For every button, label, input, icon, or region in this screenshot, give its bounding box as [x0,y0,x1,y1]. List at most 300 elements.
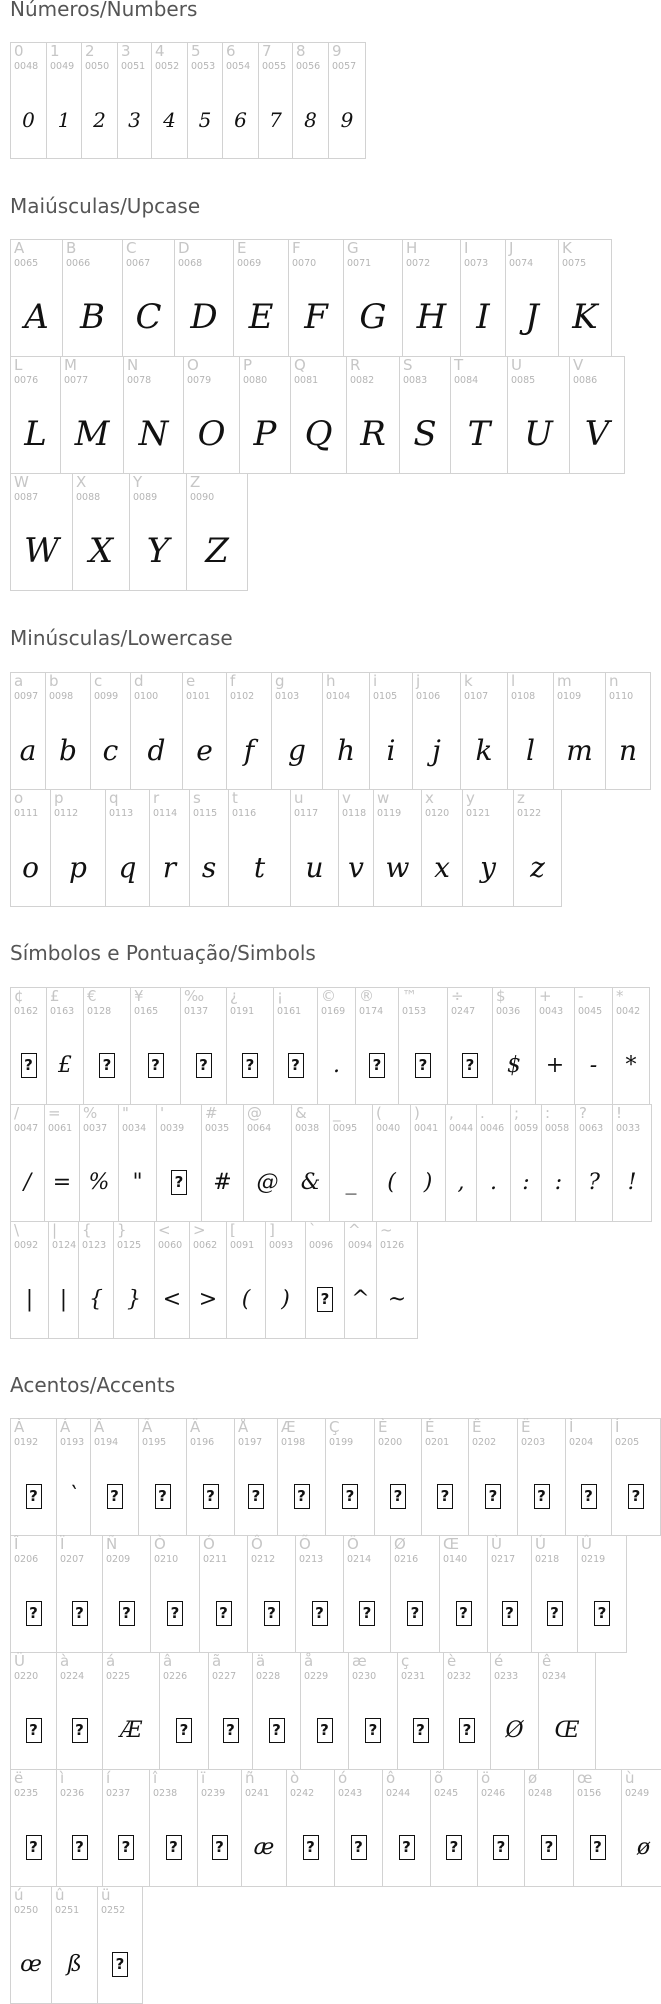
glyph-char-label: Ü [14,1652,25,1670]
glyph-char-label: o [14,789,24,807]
glyph-char-label: L [14,356,23,374]
glyph-code-label: 0120 [425,808,450,819]
missing-glyph-icon [306,1264,344,1334]
glyph-char-label: m [557,672,572,690]
glyph-cell-0071 [343,239,403,357]
glyph-cell-0064 [243,1104,292,1222]
glyph-sample: 6 [234,107,247,132]
glyph-code-label: 0252 [101,1905,126,1916]
glyph-char-label: j [416,672,421,690]
glyph-cell-0091 [226,1221,266,1339]
glyph-char-label: Ó [203,1535,215,1553]
glyph-char-label: Z [190,473,201,491]
glyph-cell-0045 [574,987,613,1105]
glyph-char-label: ] [269,1221,275,1239]
glyph-code-label: 0080 [243,375,268,386]
glyph-cell-0041 [410,1104,446,1222]
glyph-sample: F [304,297,328,337]
glyph-cell-0083 [399,356,451,474]
glyph-code-label: 0116 [232,808,257,819]
glyph-sample: z [530,850,545,884]
replacement-box-icon [581,1484,597,1509]
glyph-cell-0235 [10,1769,57,1887]
glyph-code-label: 0210 [154,1554,179,1565]
glyph-code-label: 0046 [480,1123,505,1134]
glyph-cell-0218 [531,1535,578,1653]
glyph-code-label: 0039 [160,1123,185,1134]
glyph-code-label: 0246 [481,1788,506,1799]
glyph-cell-0219 [577,1535,627,1653]
glyph-char-label: á [106,1652,116,1670]
glyph-code-label: 0192 [14,1437,39,1448]
glyph-code-label: 0242 [290,1788,315,1799]
glyph-cell-0057 [328,42,366,159]
glyph-sample: e [196,733,213,767]
missing-glyph-icon [103,1578,150,1648]
glyph-char-label: N [127,356,139,374]
glyph-char-label: J [509,239,514,257]
missing-glyph-icon [398,1695,443,1765]
glyph-char-label: Ê [472,1418,482,1436]
glyph-code-label: 0048 [14,61,39,72]
glyph-code-label: 0226 [163,1671,188,1682]
glyph-char-label: M [64,356,77,374]
glyph-cell-0199 [325,1418,375,1536]
glyph-code-label: 0115 [193,808,218,819]
glyph-sample: < [162,1286,182,1312]
glyph-cell-0093 [265,1221,306,1339]
glyph-sample: } [127,1286,141,1312]
glyph-sample: ß [67,1951,82,1977]
glyph-char-label: W [14,473,29,491]
missing-glyph-icon [448,1030,492,1100]
glyph-sample: M [74,414,110,454]
glyph-char-label: Ù [491,1535,502,1553]
glyph-sample: 4 [163,107,176,132]
glyph-char-label: P [243,356,253,374]
glyph-char-label: t [232,789,238,807]
glyph-code-label: 0113 [109,808,134,819]
glyph-char-label: î [153,1769,158,1787]
glyph-code-label: 0225 [106,1671,131,1682]
glyph-cell-0106 [412,672,461,790]
glyph-sample: . [490,1169,497,1195]
missing-glyph-icon [274,1030,317,1100]
glyph-cell-0121 [462,789,514,907]
glyph-cell-0040 [372,1104,411,1222]
glyph-sample: æ [253,1834,275,1860]
glyph-code-label: 0044 [449,1123,474,1134]
glyph-cell-0165 [130,987,181,1105]
glyph-code-label: 0211 [203,1554,228,1565]
glyph-code-label: 0163 [50,1006,75,1017]
glyph-cell-0245 [430,1769,478,1887]
replacement-box-icon [26,1718,42,1743]
glyph-char-label: $ [496,987,506,1005]
glyph-cell-0108 [507,672,554,790]
glyph-sample: J [525,297,539,337]
glyph-cell-0100 [130,672,183,790]
glyph-cell-0107 [460,672,508,790]
replacement-box-icon [534,1484,550,1509]
missing-glyph-icon [349,1695,397,1765]
missing-glyph-icon [532,1578,577,1648]
glyph-char-label: @ [247,1104,262,1122]
glyph-sample: : [554,1169,563,1195]
glyph-sample: u [305,850,324,884]
glyph-sample: B [80,297,105,337]
glyph-char-label: f [230,672,236,690]
glyph-code-label: 0194 [94,1437,119,1448]
replacement-box-icon [590,1835,606,1860]
glyph-cell-0062 [189,1221,227,1339]
glyph-sample: Q [304,414,333,454]
replacement-box-icon [407,1601,423,1626]
glyph-char-label: D [178,239,190,257]
glyph-char-label: & [295,1104,307,1122]
glyph-cell-0092 [10,1221,49,1339]
glyph-char-label: u [294,789,304,807]
glyph-code-label: 0165 [134,1006,159,1017]
missing-glyph-icon [335,1812,382,1882]
replacement-box-icon [351,1835,367,1860]
glyph-char-label: ò [290,1769,300,1787]
replacement-box-icon [223,1718,239,1743]
glyph-sample: l [526,733,535,767]
glyph-sample: ) [281,1286,290,1312]
glyph-cell-0042 [612,987,650,1105]
missing-glyph-icon [187,1461,234,1531]
glyph-code-label: 0238 [153,1788,178,1799]
glyph-cell-0128 [83,987,131,1105]
missing-glyph-icon [344,1578,390,1648]
replacement-box-icon [167,1601,183,1626]
replacement-box-icon [303,1835,319,1860]
glyph-cell-0249 [621,1769,661,1887]
glyph-code-label: 0137 [184,1006,209,1017]
glyph-cell-0153 [398,987,448,1105]
glyph-code-label: 0035 [205,1123,230,1134]
glyph-char-label: û [55,1886,65,1904]
glyph-code-label: 0066 [66,258,91,269]
glyph-code-label: 0069 [237,258,262,269]
glyph-char-label: s [193,789,201,807]
glyph-cell-0034 [118,1104,157,1222]
glyph-code-label: 0248 [528,1788,553,1799]
missing-glyph-icon [131,1030,180,1100]
glyph-sample: Ø [505,1717,524,1743]
glyph-sample: ( [241,1286,251,1312]
glyph-sample: 5 [198,107,212,132]
glyph-cell-0216 [390,1535,440,1653]
glyph-code-label: 0249 [625,1788,650,1799]
glyph-cell-0162 [10,987,47,1105]
glyph-cell-0104 [322,672,370,790]
glyph-cell-0112 [50,789,106,907]
glyph-cell-0109 [553,672,606,790]
glyph-sample: { [89,1286,103,1312]
glyph-sample: V [584,414,610,454]
replacement-box-icon [203,1484,219,1509]
glyph-code-label: 0209 [106,1554,131,1565]
glyph-code-label: 0058 [545,1123,570,1134]
glyph-cell-0082 [346,356,400,474]
glyph-char-label: ™ [402,987,417,1005]
glyph-char-label: ! [616,1104,623,1122]
glyph-cell-0054 [222,42,259,159]
glyph-code-label: 0052 [155,61,180,72]
replacement-box-icon [148,1053,164,1078]
glyph-cell-0247 [447,987,493,1105]
glyph-sample: 9 [340,107,354,132]
glyph-char-label: G [347,239,359,257]
glyph-code-label: 0109 [557,691,582,702]
glyph-cell-0096 [305,1221,345,1339]
glyph-code-label: 0247 [451,1006,476,1017]
glyph-sample: Y [146,531,170,571]
glyph-char-label: 5 [191,42,201,60]
missing-glyph-icon [478,1812,524,1882]
replacement-box-icon [365,1718,381,1743]
missing-glyph-icon [383,1812,430,1882]
glyph-code-label: 0049 [50,61,75,72]
glyph-code-label: 0096 [309,1240,334,1251]
glyph-code-label: 0214 [347,1554,372,1565]
glyph-cell-0068 [174,239,234,357]
glyph-cell-0197 [234,1418,278,1536]
glyph-sample: t [253,850,266,884]
glyph-cell-0212 [247,1535,296,1653]
glyph-sample: W [24,531,59,571]
glyph-code-label: 0081 [294,375,319,386]
replacement-box-icon [26,1601,42,1626]
glyph-sample: + [545,1052,565,1078]
glyph-cell-0110 [605,672,651,790]
replacement-box-icon [72,1601,88,1626]
glyph-sample: U [524,414,553,454]
glyph-sample: X [88,531,114,571]
glyph-cell-0033 [612,1104,652,1222]
glyph-cell-0066 [62,239,123,357]
glyph-char-label: } [117,1221,127,1239]
glyph-sample: G [359,297,387,337]
glyph-char-label: ¿ [230,987,238,1005]
glyph-cell-0053 [187,42,223,159]
glyph-code-label: 0169 [321,1006,346,1017]
glyph-code-label: 0072 [406,258,431,269]
glyph-code-label: 0090 [190,492,215,503]
glyph-sample: ( [387,1169,396,1195]
glyph-code-label: 0119 [377,808,402,819]
missing-glyph-icon [181,1030,226,1100]
glyph-cell-0077 [60,356,124,474]
glyph-char-label: O [187,356,199,374]
glyph-char-label: Q [294,356,306,374]
glyph-cell-0120 [421,789,463,907]
glyph-char-label: € [87,987,97,1005]
replacement-box-icon [413,1718,429,1743]
glyph-code-label: 0110 [609,691,634,702]
missing-glyph-icon [91,1461,138,1531]
replacement-box-icon [485,1484,501,1509]
missing-glyph-icon [278,1461,325,1531]
missing-glyph-icon [11,1695,56,1765]
glyph-cell-0220 [10,1652,57,1770]
glyph-code-label: 0047 [14,1123,39,1134]
glyph-char-label: Ô [251,1535,263,1553]
glyph-char-label: K [562,239,572,257]
glyph-sample: 1 [57,107,71,132]
glyph-char-label: \ [14,1221,20,1239]
glyph-char-label: b [49,672,59,690]
glyph-cell-0200 [374,1418,422,1536]
glyph-cell-0048 [10,42,47,159]
glyph-char-label: Y [133,473,143,491]
glyph-code-label: 0161 [277,1006,302,1017]
glyph-cell-0224 [56,1652,103,1770]
glyph-code-label: 0122 [517,808,542,819]
glyph-code-label: 0059 [514,1123,539,1134]
glyph-code-label: 0105 [373,691,398,702]
glyph-cell-0126 [376,1221,418,1339]
glyph-cell-0169 [317,987,356,1105]
glyph-code-label: 0231 [401,1671,426,1682]
missing-glyph-icon [287,1812,334,1882]
glyph-cell-0044 [445,1104,477,1222]
glyph-sample: D [190,297,218,337]
glyph-cell-0209 [102,1535,151,1653]
missing-glyph-icon [11,1461,56,1531]
glyph-code-label: 0087 [14,492,39,503]
replacement-box-icon [359,1601,375,1626]
glyph-char-label: ï [201,1769,206,1787]
missing-glyph-icon [209,1695,252,1765]
glyph-cell-0117 [290,789,339,907]
glyph-char-label: ä [256,1652,266,1670]
glyph-char-label: h [326,672,336,690]
glyph-code-label: 0091 [230,1240,255,1251]
glyph-cell-0046 [476,1104,511,1222]
glyph-sample: ^ [351,1286,370,1312]
glyph-char-label: _ [333,1104,341,1122]
glyph-sample: d [147,733,166,767]
replacement-box-icon [196,1053,212,1078]
glyph-code-label: 0053 [191,61,216,72]
glyph-sample: N [138,414,169,454]
glyph-code-label: 0204 [569,1437,594,1448]
glyph-cell-0050 [81,42,118,159]
glyph-char-label: ö [481,1769,491,1787]
glyph-code-label: 0088 [76,492,101,503]
glyph-cell-0043 [535,987,575,1105]
glyph-cell-0118 [338,789,374,907]
missing-glyph-icon [151,1578,199,1648]
glyph-char-label: ü [101,1886,111,1904]
glyph-cell-0038 [291,1104,330,1222]
glyph-char-label: Ë [521,1418,531,1436]
glyph-char-label: 2 [85,42,95,60]
missing-glyph-icon [84,1030,130,1100]
glyph-char-label: B [66,239,77,257]
replacement-box-icon [99,1053,115,1078]
glyph-code-label: 0100 [134,691,159,702]
glyph-sample: œ [20,1951,42,1977]
replacement-box-icon [155,1484,171,1509]
glyph-cell-0111 [10,789,51,907]
glyph-cell-0067 [122,239,175,357]
glyph-char-label: ( [376,1104,382,1122]
glyph-code-label: 0040 [376,1123,401,1134]
glyph-cell-0140 [439,1535,488,1653]
glyph-code-label: 0076 [14,375,39,386]
glyph-char-label: z [517,789,525,807]
missing-glyph-icon [444,1695,490,1765]
missing-glyph-icon [612,1461,660,1531]
glyph-cell-0236 [56,1769,103,1887]
glyph-cell-0049 [46,42,82,159]
glyph-code-label: 0227 [212,1671,237,1682]
glyph-cell-0251 [51,1886,98,2004]
replacement-box-icon [369,1053,385,1078]
glyph-char-label: ù [625,1769,635,1787]
glyph-sample: o [22,850,39,884]
missing-glyph-icon [440,1578,487,1648]
glyph-cell-0099 [90,672,131,790]
missing-glyph-icon [248,1578,295,1648]
glyph-sample: m [566,733,593,767]
glyph-sample: E [248,297,274,337]
replacement-box-icon [317,1287,333,1312]
glyph-char-label: ¢ [14,987,24,1005]
glyph-cell-0115 [189,789,229,907]
glyph-code-label: 0197 [238,1437,263,1448]
glyph-code-label: 0235 [14,1788,39,1799]
glyph-char-label: U [511,356,522,374]
glyph-cell-0122 [513,789,562,907]
glyph-cell-0238 [149,1769,198,1887]
glyph-sample: 0 [22,107,35,132]
missing-glyph-icon [391,1578,439,1648]
replacement-box-icon [399,1835,415,1860]
glyph-code-label: 0064 [247,1123,272,1134]
glyph-char-label: 8 [296,42,306,60]
glyph-sample: 7 [269,107,282,132]
glyph-sample: | [25,1286,34,1312]
glyph-sample: R [360,414,386,454]
replacement-box-icon [216,1601,232,1626]
replacement-box-icon [26,1484,42,1509]
glyph-code-label: 0107 [464,691,489,702]
missing-glyph-icon [578,1578,626,1648]
glyph-cell-0052 [151,42,188,159]
glyph-sample: a [19,733,37,767]
glyph-cell-0037 [79,1104,119,1222]
glyph-cell-0059 [510,1104,542,1222]
glyph-sample: q [118,850,137,884]
glyph-char-label: < [158,1221,171,1239]
glyph-char-label: å [304,1652,314,1670]
replacement-box-icon [269,1718,285,1743]
glyph-sample: | [59,1286,68,1312]
glyph-sample: > [198,1286,218,1312]
glyph-cell-0063 [575,1104,613,1222]
glyph-code-label: 0075 [562,258,587,269]
glyph-cell-0193 [56,1418,91,1536]
glyph-char-label: ø [528,1769,538,1787]
glyph-code-label: 0126 [380,1240,405,1251]
section-title-lowercase: Minúsculas/Lowercase [10,626,233,650]
glyph-sample: Œ [554,1717,580,1743]
